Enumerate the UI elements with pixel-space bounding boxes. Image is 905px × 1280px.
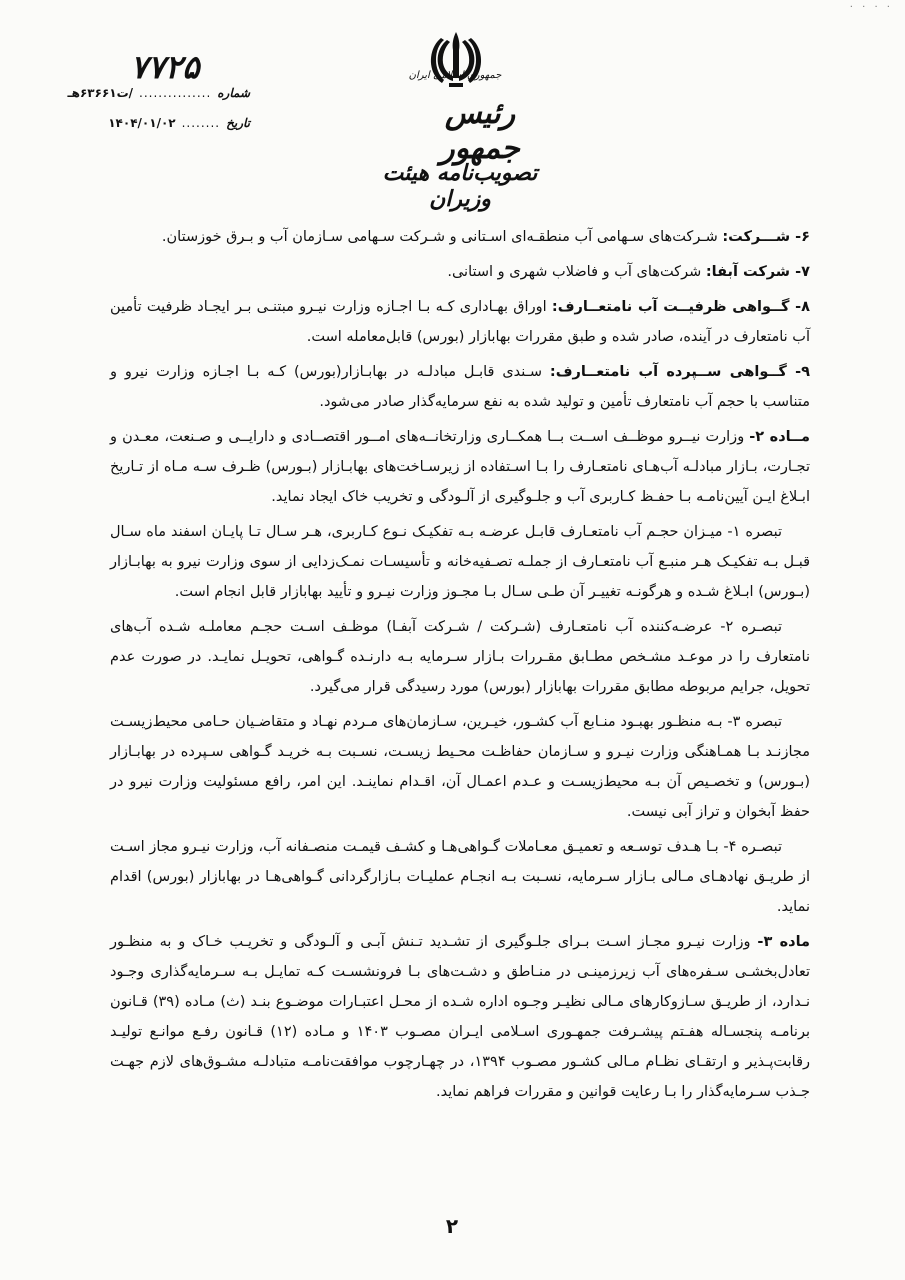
date-dots: ........	[181, 116, 221, 130]
date-value: ۱۴۰۴/۰۱/۰۲	[108, 116, 176, 130]
article-2	[110, 422, 810, 512]
definition-text: اوراق بهـاداری کـه بـا اجـازه وزارت نیـرو مبتنـی بـر ایجـاد ظرفیت تأمین آب نامتعارف در آینده، صادر شده و طبق مقررات بهابازار (بورس) قابل‌معامله است.	[110, 299, 810, 345]
note-3: تبصره ۳- بـه منظـور بهبـود منـابع آب کشـور، خیـرین، سـازمان‌های مـردم نهـاد و متقاضـیان حـامی محیط‌زیسـت مجازنـد بـا همـاهنگی وزارت نیـرو و سـازمان حفاظـت محـیط زیسـت، نسـبت بـه خریـد گـواهی سـپرده در بهابـازار (بـورس) و تخصـیص آن بـه محیط‌زیسـت و عـدم اعمـال آن، اقـدام نماینـد. این امر، رافع مسئولیت وزارت نیرو در حفظ آبخوان و تراز آبی نیست.	[110, 714, 810, 820]
article-2-text: وزارت نیــرو موظــف اســت بــا همکــاری وزارتخانــه‌های امــور اقتصــادی و دارایــی و صـنعت، معـدن و تجـارت، بـازار مبادلـه آب‌هـای نامتعـارف را بـا اسـتفاده از زیرسـاخت‌های بهابـازار (بـورس) ظـرف سـه مـاه از تـاریخ ابـلاغ ایـن آیین‌نامـه بـا حفـظ کـاربری آب و جلـوگیری از آلـودگی و تخریب خاک ایجاد نماید.	[110, 429, 810, 505]
definition-term: ۷- شرکت آبفا:	[705, 264, 810, 280]
definition-text: شرکت‌های آب و فاضلاب شهری و استانی.	[447, 264, 706, 280]
letter-number: ۷۷۲۵	[130, 48, 200, 86]
note-4: تبصـره ۴- بـا هـدف توسـعه و تعمیـق معـاملات گـواهی‌هـا و کشـف قیمـت منصـفانه آب، وزارت نیـرو مجاز اسـت از طریـق نهادهـای مـالی بـازار سـرمایه، نسـبت بـه انجـام عملیـات بـازارگردانی گـواهی‌هـا در بهابازار (بورس) اقدام نماید.	[110, 839, 810, 915]
date-row	[0, 116, 250, 130]
scan-artifact: · · · ·	[849, 2, 893, 13]
article-3-heading: ماده ۳-	[757, 934, 810, 950]
page-number: ۲	[445, 1214, 459, 1238]
definition-item	[110, 357, 810, 417]
definition-term: ۶- شـــرکت:	[722, 229, 810, 245]
article-3-text: وزارت نیـرو مجـاز اسـت بـرای جلـوگیری از تشـدید تـنش آبـی و آلـودگی و تخریـب خـاک و به منظـور تعادل‌بخشـی سـفره‌های آب زیرزمینـی در منـاطق و دشـت‌های بـا فرونشسـت کـه تمایـل بـه سـرمایه‌گذاری وجـود نـدارد، از طریـق سـازوکارهای مـالی نظیـر وجـوه اداره شـده از محـل اعتبـارات موضـوع بنـد (ث) مـاده (۳۹) قـانون برنامـه پنجسـاله هفـتم پیشـرفت جمهـوری اسـلامی ایـران مصـوب ۱۴۰۳ و مـاده (۱۲) قـانون رفـع موانـع تولیـد رقابت‌پـذیر و ارتقـای نظـام مـالی کشـور مصـوب ۱۳۹۴، در چهـارچوب موافقت‌نامـه متبادلـه مشـوق‌های لازم جهـت جـذب سـرمایه‌گذار را بـا رعایت قوانین و مقررات فراهم نماید.	[110, 934, 810, 1100]
document-type: تصویب‌نامه هیئت وزیران	[382, 160, 538, 212]
number-value: /ت۶۳۶۶۱هـ	[67, 86, 134, 100]
article-3	[110, 927, 810, 1107]
date-label: تاریخ	[226, 116, 250, 130]
definition-item	[110, 292, 810, 352]
definition-item	[110, 222, 810, 252]
definition-term: ۹- گــواهی ســپرده آب نامتعــارف:	[549, 364, 810, 380]
definition-item	[110, 257, 810, 287]
number-label: شماره	[217, 86, 250, 100]
note-1: تبصره ۱- میـزان حجـم آب نامتعـارف قابـل عرضـه بـه تفکیـک نـوع کـاربری، هـر سـال تـا پایـان اسفند ماه سـال قبـل بـه تفکیـک هـر منبـع آب نامتعـارف از جملـه تصـفیه‌خانه و تأسیسـات نمـک‌زدایی از سوی وزارت نیرو به بهابـازار (بـورس) ابـلاغ شـده و هرگونـه تغییـر آن طـی سـال بـا مجـوز وزارت نیـرو و تأیید بهابازار قابل انجام است.	[110, 524, 810, 600]
office-title: رئیس جمهور	[440, 96, 520, 166]
document-body	[110, 222, 810, 1112]
article-2-heading: مــاده ۲-	[749, 429, 810, 445]
definition-text: سـندی قابـل مبادلـه در بهابـازار(بورس) کـه بـا اجـازه وزارت نیرو و متناسب با حجم آب نامتعارف تأمین و تولید شده به نفع سرمایه‌گذار صادر می‌شود.	[110, 364, 810, 410]
republic-caption: جمهوری اسلامی ایران	[408, 70, 502, 81]
note-2: تبصـره ۲- عرضـه‌کننده آب نامتعـارف (شـرکت / شـرکت آبفـا) موظـف اسـت حجـم معاملـه شـده آب‌های نامتعارف را در موعـد مشـخص مطـابق مقـررات بـازار سـرمایه بـه دارنـده گـواهی، تحویـل نمایـد. در صورت عدم تحویل، جرایم مربوطه مطابق مقررات بهابازار (بورس) مورد رسیدگی قرار می‌گیرد.	[110, 619, 810, 695]
number-dots: ...............	[139, 86, 212, 100]
number-row	[0, 86, 250, 100]
definition-text: شـرکت‌های سـهامی آب منطقـه‌ای اسـتانی و شـرکت سـهامی سـازمان آب و بـرق خوزستان.	[161, 229, 723, 245]
definition-term: ۸- گــواهی ظرفیــت آب نامتعــارف:	[551, 299, 810, 315]
